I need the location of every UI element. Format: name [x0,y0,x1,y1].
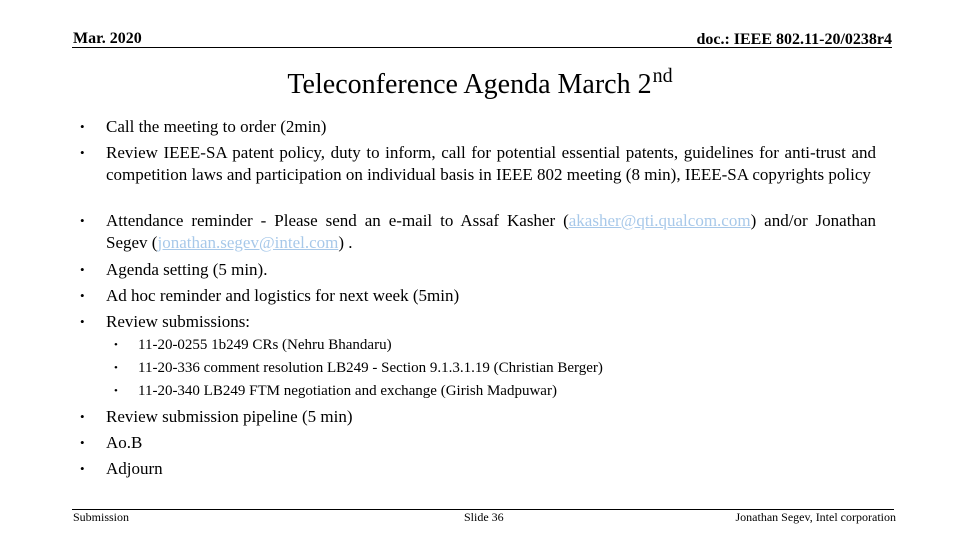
bullet: • [80,213,85,228]
agenda-item-text: Ad hoc reminder and logistics for next week (5min) [106,286,460,305]
bullet: • [80,435,85,450]
slide-title-text: Teleconference Agenda March 2 [287,69,652,100]
slide-title-superscript: nd [652,65,673,87]
bullet: • [80,119,85,134]
submission-item-text: 11-20-340 LB249 FTM negotiation and exchange (Girish Madpuwar) [138,383,557,399]
header-doc-id: doc.: IEEE 802.11-20/0238r4 [696,31,892,48]
bullet: • [80,461,85,476]
sub-bullet: • [114,362,118,374]
bullet: • [80,262,85,277]
header-date: Mar. 2020 [73,30,142,47]
footer-submission: Submission [73,510,130,524]
submission-item-text: 11-20-336 comment resolution LB249 - Section 9.1.3.1.19 (Christian Berger) [138,360,603,376]
agenda-item-text: Review IEEE-SA patent policy, duty to inform, call for potential essential patents, guidelines for anti-trust and competition laws and participation on individual basis in IEEE 802 meeting (8 min), IEEE-SA copyrights policy [106,143,876,184]
agenda-item-text: Adjourn [106,459,163,478]
agenda-item-text: Ao.B [106,433,143,452]
agenda-item-text: Call the meeting to order (2min) [106,117,327,136]
agenda-item-text: Review submissions: [106,312,251,331]
sub-bullet: • [114,339,118,351]
bullet: • [80,409,85,424]
submission-item-text: 11-20-0255 1b249 CRs (Nehru Bhandaru) [138,337,392,353]
attendance-text-pre: Attendance reminder - Please send an e-mail to Assaf Kasher ( [106,211,569,230]
email-link-jonathan[interactable]: jonathan.segev@intel.com [157,233,339,252]
bullet: • [80,288,85,303]
footer-author: Jonathan Segev, Intel corporation [735,510,896,524]
sub-bullet: • [114,385,118,397]
agenda-item-text [106,210,876,254]
slide-title [0,58,960,103]
attendance-text-post: ) . [338,233,353,252]
attendance-text-mid: ) and/or Jonathan Segev ( [106,211,876,252]
bullet: • [80,145,85,160]
agenda-item-text: Review submission pipeline (5 min) [106,407,353,426]
bullet: • [80,314,85,329]
agenda-item-text: Agenda setting (5 min). [106,260,268,279]
footer-slide-number: Slide 36 [464,510,504,524]
email-link-assaf[interactable]: akasher@qti.qualcom.com [568,211,751,230]
header-rule [72,47,892,48]
